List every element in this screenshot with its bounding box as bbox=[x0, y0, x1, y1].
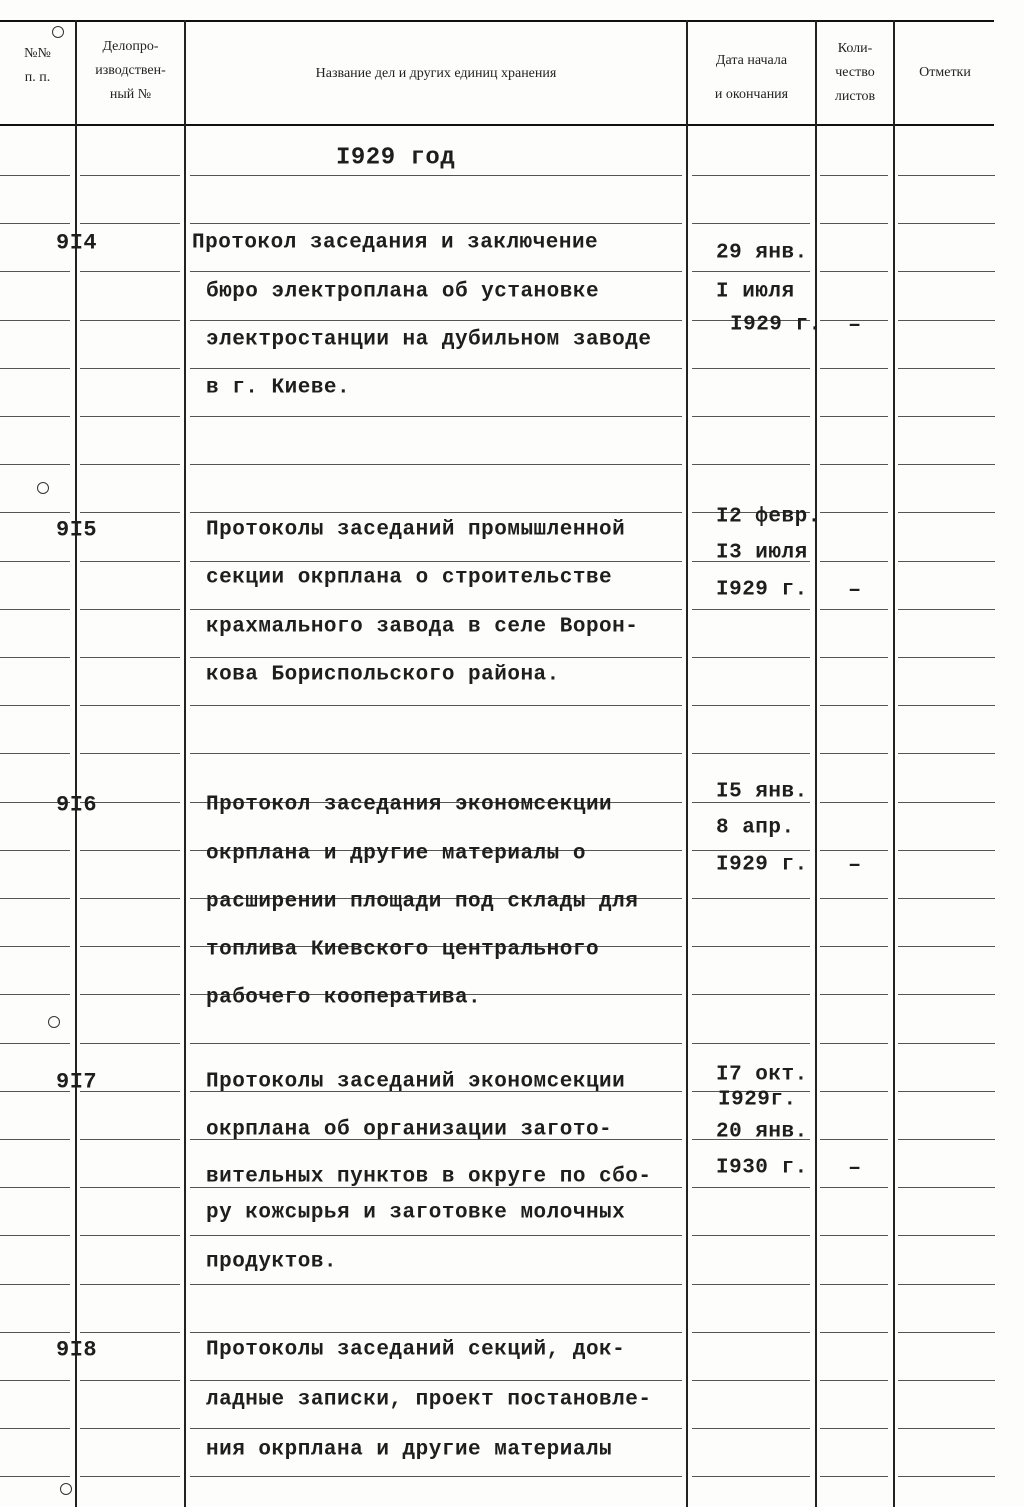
ruled-line bbox=[692, 1043, 810, 1044]
ruled-line bbox=[692, 1380, 810, 1381]
ruled-line bbox=[820, 1476, 888, 1477]
ruled-line bbox=[692, 1284, 810, 1285]
header-number bbox=[0, 42, 75, 90]
ruled-line bbox=[0, 1428, 70, 1429]
entry-number: 9I5 bbox=[56, 517, 98, 543]
ruled-line bbox=[190, 561, 682, 562]
ruled-line bbox=[190, 464, 682, 465]
ruled-line bbox=[820, 705, 888, 706]
ruled-line bbox=[80, 657, 180, 658]
ruled-line bbox=[190, 320, 682, 321]
ruled-line bbox=[190, 1043, 682, 1044]
ruled-line bbox=[80, 946, 180, 947]
ruled-line bbox=[820, 1043, 888, 1044]
binding-hole bbox=[37, 482, 49, 494]
ruled-line bbox=[0, 271, 70, 272]
ruled-line bbox=[820, 994, 888, 995]
ruled-line bbox=[0, 1043, 70, 1044]
ruled-line bbox=[898, 1187, 995, 1188]
ruled-line bbox=[80, 223, 180, 224]
header-line: Коли- bbox=[837, 41, 873, 56]
ruled-line bbox=[898, 320, 995, 321]
entry-title-line: секции окрплана о строительстве bbox=[206, 566, 613, 590]
ruled-line bbox=[0, 1332, 70, 1333]
header-number-line: №№ bbox=[24, 46, 51, 61]
ruled-line bbox=[692, 753, 810, 754]
ruled-line bbox=[820, 802, 888, 803]
entry-number: 9I8 bbox=[56, 1337, 98, 1363]
header-sheets bbox=[817, 37, 893, 109]
ruled-line bbox=[820, 898, 888, 899]
ruled-line bbox=[692, 1235, 810, 1236]
ruled-line bbox=[0, 946, 70, 947]
entry-title-line: ния окрплана и другие материалы bbox=[206, 1438, 613, 1462]
ruled-line bbox=[692, 271, 810, 272]
ruled-line bbox=[820, 512, 888, 513]
ruled-line bbox=[692, 223, 810, 224]
ruled-line bbox=[820, 1428, 888, 1429]
ruled-line bbox=[80, 1187, 180, 1188]
entry-title-line: вительных пунктов в округе по сбо- bbox=[206, 1165, 652, 1189]
entry-title-line: окрплана об организации загото- bbox=[206, 1118, 613, 1142]
ruled-line bbox=[80, 1043, 180, 1044]
ruled-line bbox=[692, 705, 810, 706]
binding-hole bbox=[48, 1016, 60, 1028]
header-line: и окончания bbox=[714, 87, 789, 102]
header-line: Делопро- bbox=[102, 39, 159, 54]
ruled-line bbox=[820, 609, 888, 610]
ruled-line bbox=[0, 512, 70, 513]
ruled-line bbox=[80, 271, 180, 272]
entry-date: I929 г. bbox=[716, 578, 808, 602]
ruled-line bbox=[820, 1091, 888, 1092]
header-office-number bbox=[77, 35, 184, 107]
ruled-line bbox=[692, 368, 810, 369]
entry-date: I930 г. bbox=[716, 1156, 808, 1180]
ruled-line bbox=[820, 1139, 888, 1140]
ruled-line bbox=[0, 561, 70, 562]
ruled-line bbox=[190, 368, 682, 369]
ruled-line bbox=[820, 271, 888, 272]
ruled-line bbox=[692, 609, 810, 610]
ruled-line bbox=[820, 416, 888, 417]
ruled-line bbox=[898, 1380, 995, 1381]
entry-date: 8 апр. bbox=[716, 816, 795, 840]
ruled-line bbox=[820, 657, 888, 658]
ruled-line bbox=[820, 1284, 888, 1285]
ruled-line bbox=[80, 1428, 180, 1429]
ruled-line bbox=[820, 946, 888, 947]
ruled-line bbox=[692, 850, 810, 851]
ruled-line bbox=[0, 850, 70, 851]
ruled-line bbox=[692, 1332, 810, 1333]
column-divider bbox=[893, 20, 895, 1507]
ruled-line bbox=[898, 223, 995, 224]
ruled-line bbox=[80, 994, 180, 995]
ruled-line bbox=[898, 464, 995, 465]
ruled-line bbox=[820, 1380, 888, 1381]
ruled-line bbox=[0, 994, 70, 995]
ruled-line bbox=[898, 1332, 995, 1333]
ruled-line bbox=[80, 898, 180, 899]
header-line: чество bbox=[835, 65, 875, 80]
ruled-line bbox=[0, 1380, 70, 1381]
entry-title-line: продуктов. bbox=[206, 1250, 338, 1274]
ruled-line bbox=[898, 898, 995, 899]
entry-title-line: бюро электроплана об установке bbox=[206, 280, 600, 304]
entry-title-line: топлива Киевского центрального bbox=[206, 938, 600, 962]
entry-date: 29 янв. bbox=[716, 241, 808, 265]
ruled-line bbox=[692, 464, 810, 465]
entry-title-line: Протокол заседания экономсекции bbox=[206, 793, 613, 817]
year-heading: I929 год bbox=[336, 144, 456, 172]
ruled-line bbox=[80, 1235, 180, 1236]
entry-title-line: окрплана и другие материалы о bbox=[206, 842, 586, 866]
ruled-line bbox=[0, 416, 70, 417]
entry-title-line: крахмального завода в селе Ворон- bbox=[206, 615, 639, 639]
ruled-line bbox=[898, 1284, 995, 1285]
header-line: ный № bbox=[109, 87, 152, 102]
ruled-line bbox=[190, 1284, 682, 1285]
entry-date: I июля bbox=[716, 280, 795, 304]
ruled-line bbox=[898, 1428, 995, 1429]
ruled-line bbox=[0, 705, 70, 706]
ruled-line bbox=[190, 753, 682, 754]
ruled-line bbox=[80, 850, 180, 851]
ruled-line bbox=[190, 271, 682, 272]
entry-title-line: Протоколы заседаний промышленной bbox=[206, 518, 626, 542]
ruled-line bbox=[0, 609, 70, 610]
ruled-line bbox=[898, 994, 995, 995]
ruled-line bbox=[692, 994, 810, 995]
entry-date: I7 окт. bbox=[716, 1063, 808, 1087]
ruled-line bbox=[0, 1235, 70, 1236]
ruled-line bbox=[898, 850, 995, 851]
ruled-line bbox=[820, 368, 888, 369]
ruled-line bbox=[80, 464, 180, 465]
ruled-line bbox=[80, 416, 180, 417]
ruled-line bbox=[80, 512, 180, 513]
ruled-line bbox=[692, 657, 810, 658]
ruled-line bbox=[820, 1187, 888, 1188]
ruled-line bbox=[190, 175, 682, 176]
entry-title-line: электростанции на дубильном заводе bbox=[206, 328, 652, 352]
ruled-line bbox=[898, 512, 995, 513]
ruled-line bbox=[898, 1091, 995, 1092]
entry-title-line: расширении площади под склады для bbox=[206, 890, 639, 914]
ruled-line bbox=[190, 609, 682, 610]
ruled-line bbox=[190, 1332, 682, 1333]
ruled-line bbox=[80, 368, 180, 369]
ruled-line bbox=[820, 1235, 888, 1236]
ruled-line bbox=[692, 946, 810, 947]
ruled-line bbox=[820, 175, 888, 176]
ruled-line bbox=[80, 1380, 180, 1381]
ruled-line bbox=[80, 1139, 180, 1140]
ruled-line bbox=[190, 705, 682, 706]
ruled-line bbox=[692, 1187, 810, 1188]
binding-hole bbox=[52, 26, 64, 38]
ruled-line bbox=[0, 368, 70, 369]
ruled-line bbox=[898, 1476, 995, 1477]
ruled-line bbox=[692, 175, 810, 176]
ruled-line bbox=[80, 753, 180, 754]
ruled-line bbox=[898, 561, 995, 562]
header-notes: Отметки bbox=[919, 65, 971, 80]
ruled-line bbox=[0, 175, 70, 176]
ruled-line bbox=[898, 753, 995, 754]
entry-title-line: кова Бориспольского района. bbox=[206, 663, 560, 687]
ruled-line bbox=[190, 1476, 682, 1477]
ruled-line bbox=[0, 1476, 70, 1477]
entry-title-line: ладные записки, проект постановле- bbox=[206, 1388, 652, 1412]
ruled-line bbox=[0, 223, 70, 224]
ruled-line bbox=[0, 464, 70, 465]
ruled-line bbox=[0, 1187, 70, 1188]
ruled-line bbox=[898, 271, 995, 272]
ruled-line bbox=[80, 1476, 180, 1477]
entry-number: 9I4 bbox=[56, 230, 98, 256]
entry-date: I929г. bbox=[718, 1088, 797, 1112]
ruled-line bbox=[898, 1235, 995, 1236]
ruled-line bbox=[190, 657, 682, 658]
ruled-line bbox=[692, 1428, 810, 1429]
header-rule bbox=[0, 124, 994, 126]
ruled-line bbox=[692, 898, 810, 899]
ruled-line bbox=[190, 1428, 682, 1429]
ruled-line bbox=[190, 1235, 682, 1236]
header-line: изводствен- bbox=[95, 63, 166, 78]
header-title: Название дел и других единиц хранения bbox=[315, 66, 557, 81]
ruled-line bbox=[820, 223, 888, 224]
ruled-line bbox=[820, 464, 888, 465]
ruled-line bbox=[0, 320, 70, 321]
entry-number: 9I6 bbox=[56, 792, 98, 818]
header-line: Дата начала bbox=[715, 53, 788, 68]
ruled-line bbox=[820, 1332, 888, 1333]
ruled-line bbox=[898, 609, 995, 610]
ruled-line bbox=[898, 946, 995, 947]
ruled-line bbox=[898, 1043, 995, 1044]
binding-hole bbox=[60, 1483, 72, 1495]
ruled-line bbox=[80, 609, 180, 610]
entry-title-line: в г. Киеве. bbox=[206, 376, 351, 400]
entry-date: 20 янв. bbox=[716, 1120, 808, 1144]
ruled-line bbox=[80, 1332, 180, 1333]
ruled-line bbox=[0, 753, 70, 754]
ruled-line bbox=[190, 512, 682, 513]
entry-sheet-count: – bbox=[848, 852, 862, 878]
entry-title-line: Протоколы заседаний экономсекции bbox=[206, 1070, 626, 1094]
ruled-line bbox=[898, 657, 995, 658]
ruled-line bbox=[0, 1284, 70, 1285]
ruled-line bbox=[80, 561, 180, 562]
ruled-line bbox=[898, 175, 995, 176]
ruled-line bbox=[898, 705, 995, 706]
top-rule bbox=[0, 20, 994, 22]
ruled-line bbox=[80, 1284, 180, 1285]
ruled-line bbox=[898, 1139, 995, 1140]
ruled-line bbox=[820, 850, 888, 851]
ruled-line bbox=[190, 1380, 682, 1381]
ruled-line bbox=[0, 657, 70, 658]
column-divider bbox=[184, 20, 186, 1507]
entry-title-line: Протоколы заседаний секций, док- bbox=[206, 1338, 626, 1362]
column-divider bbox=[815, 20, 817, 1507]
entry-date: I5 янв. bbox=[716, 780, 808, 804]
ruled-line bbox=[692, 1476, 810, 1477]
entry-title-line: ру кожсырья и заготовке молочных bbox=[206, 1201, 626, 1225]
entry-sheet-count: – bbox=[848, 577, 862, 603]
entry-date: I2 февр. bbox=[716, 505, 821, 529]
ruled-line bbox=[0, 898, 70, 899]
entry-title-line: Протокол заседания и заключение bbox=[192, 231, 599, 255]
entry-sheet-count: – bbox=[848, 312, 862, 338]
entry-date: I929 г. bbox=[716, 853, 808, 877]
ruled-line bbox=[80, 175, 180, 176]
entry-title-line: рабочего кооператива. bbox=[206, 986, 482, 1010]
ruled-line bbox=[80, 320, 180, 321]
ruled-line bbox=[820, 753, 888, 754]
ruled-line bbox=[898, 368, 995, 369]
ruled-line bbox=[898, 416, 995, 417]
ruled-line bbox=[80, 705, 180, 706]
ruled-line bbox=[692, 416, 810, 417]
ruled-line bbox=[898, 802, 995, 803]
header-number-line: п. п. bbox=[24, 70, 51, 85]
column-divider bbox=[686, 20, 688, 1507]
entry-date: I3 июля bbox=[716, 541, 808, 565]
header-line: листов bbox=[834, 89, 876, 104]
entry-number: 9I7 bbox=[56, 1069, 98, 1095]
ruled-line bbox=[820, 561, 888, 562]
ruled-line bbox=[0, 1139, 70, 1140]
ruled-line bbox=[190, 223, 682, 224]
entry-sheet-count: – bbox=[848, 1155, 862, 1181]
header-dates bbox=[688, 44, 815, 112]
ruled-line bbox=[190, 416, 682, 417]
entry-date: I929 г. bbox=[730, 313, 822, 337]
